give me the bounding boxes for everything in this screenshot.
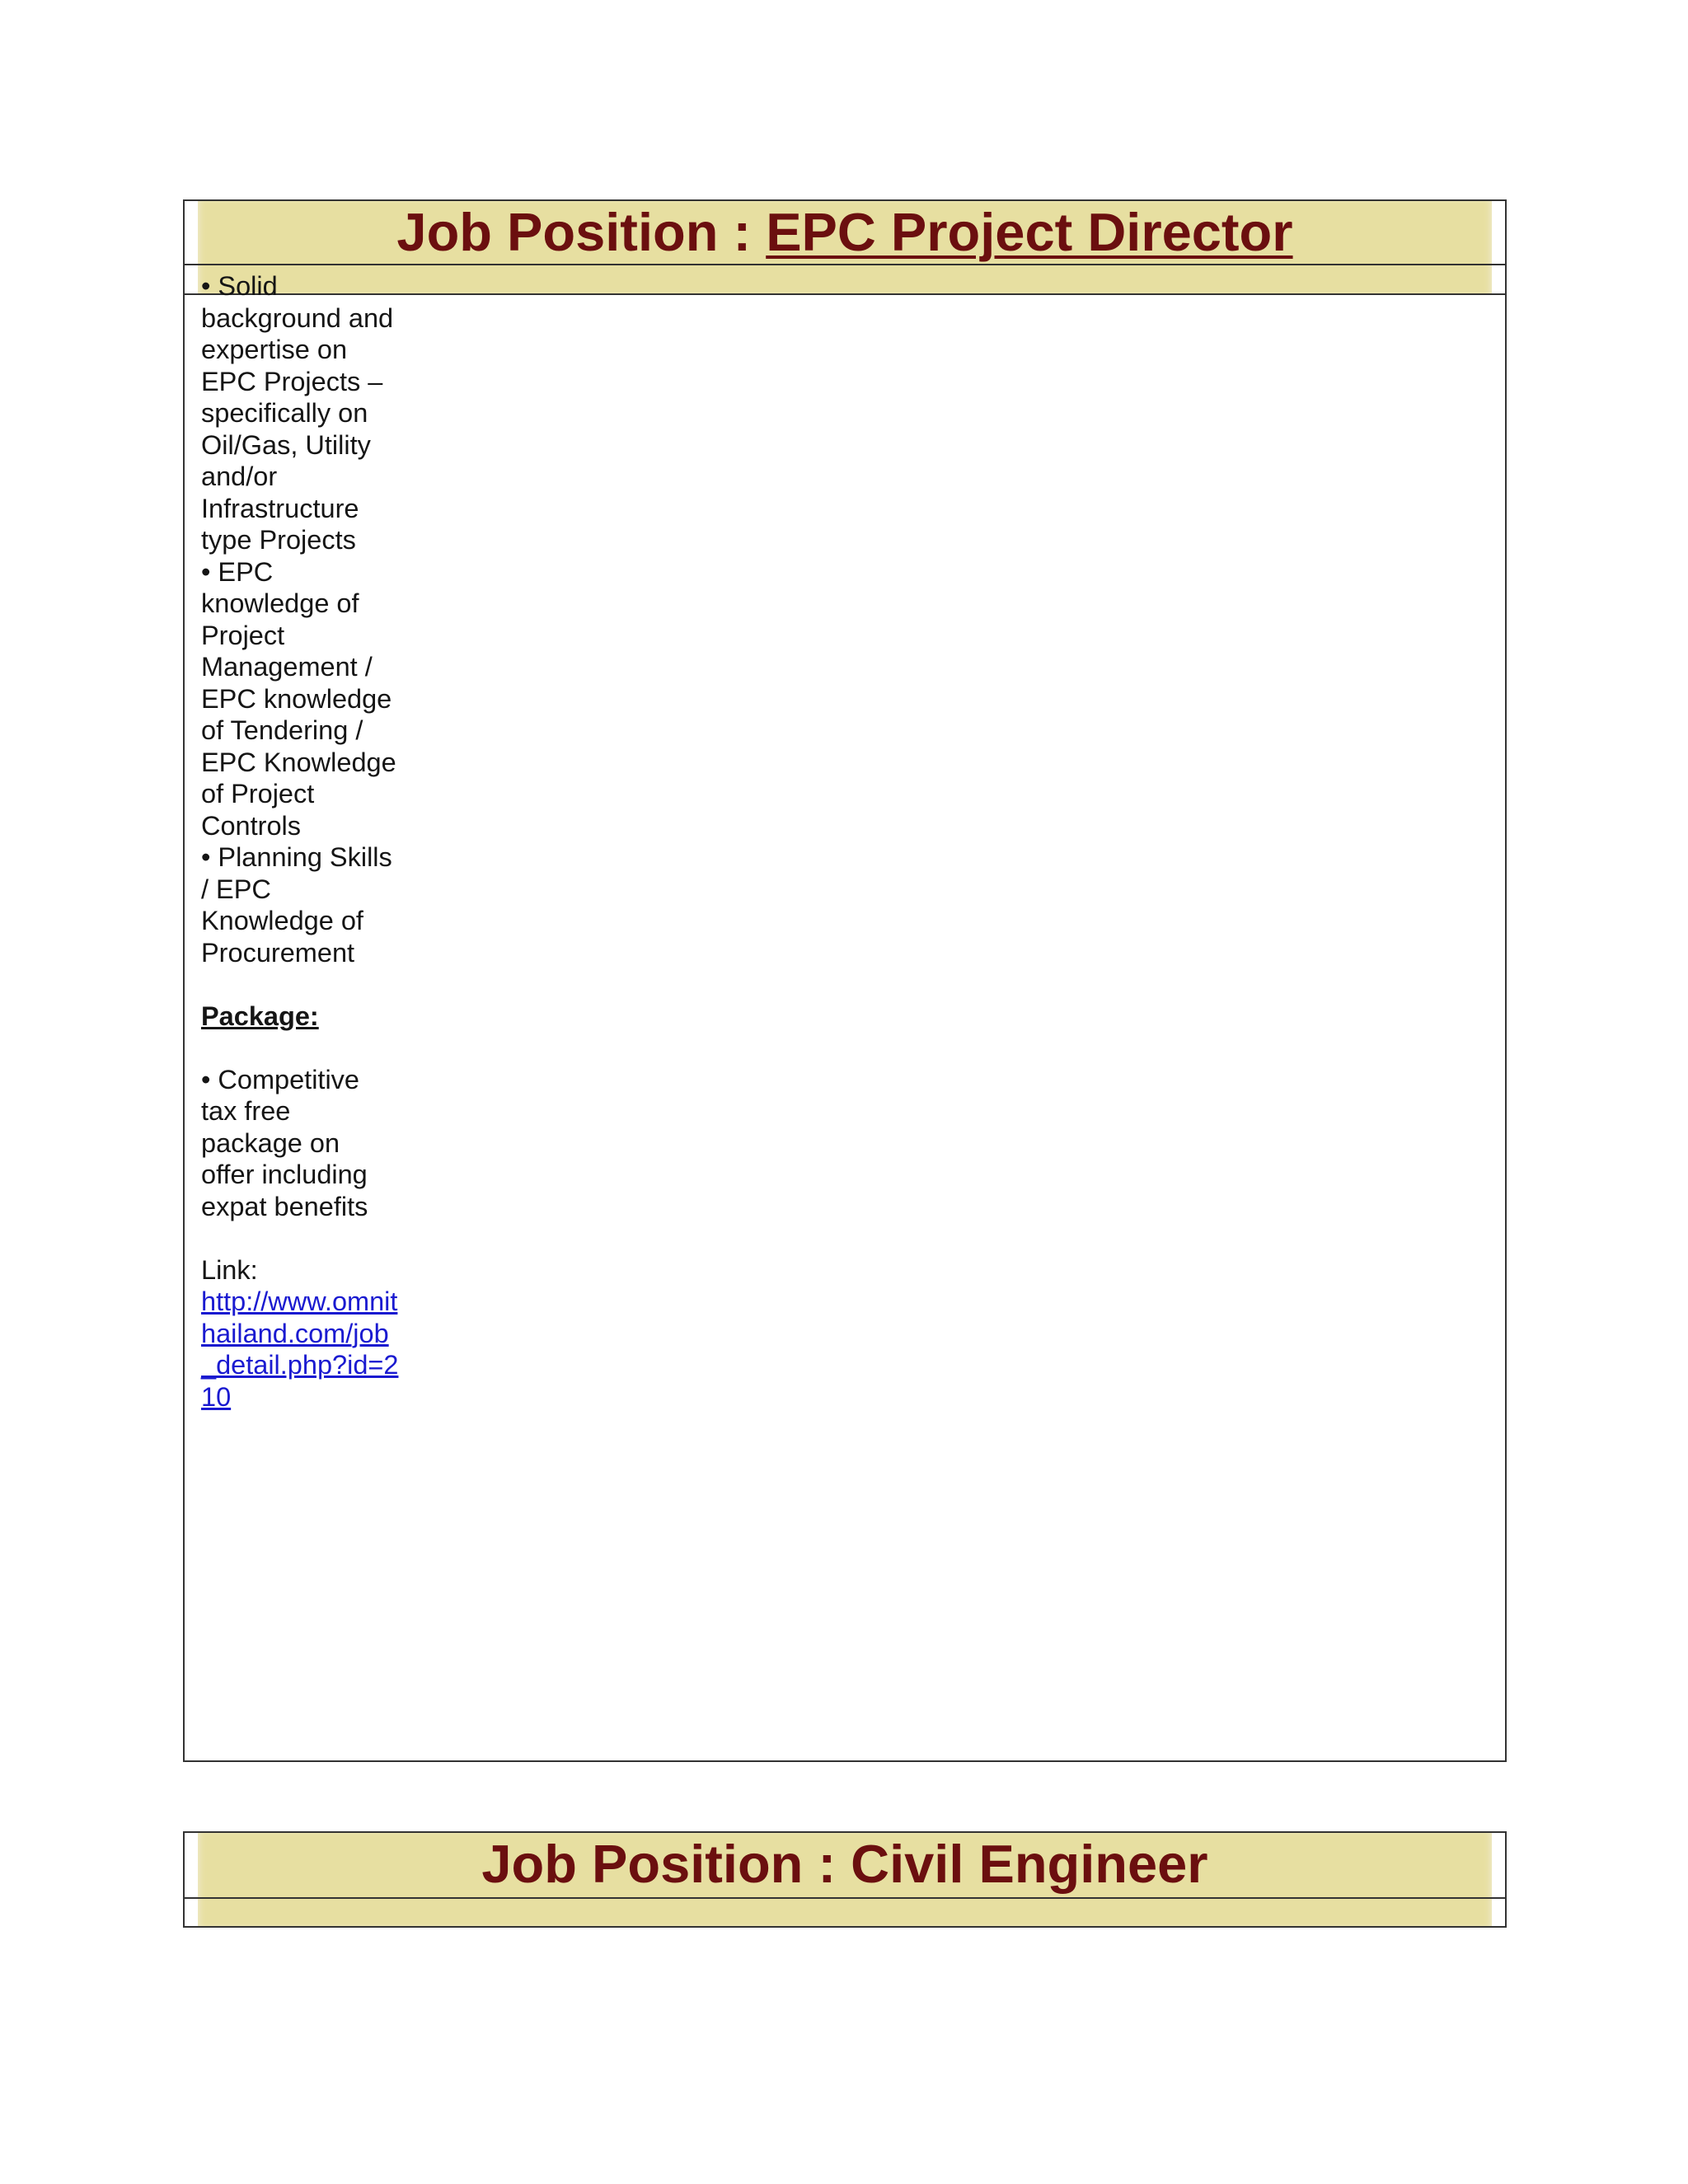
job-card-civil-engineer <box>183 1831 1507 1928</box>
requirement-item: • EPC knowledge of Project Management / EPC knowledge of Tendering / EPC Knowledge of Project Controls <box>201 556 396 841</box>
job-title <box>185 201 1505 264</box>
requirement-item: • Solid background and expertise on EPC Projects – specifically on Oil/Gas, Utility and/or Infrastructure type Projects <box>201 271 394 555</box>
job-title: Job Position : Civil Engineer <box>481 1834 1208 1894</box>
divider <box>185 264 1505 265</box>
job-description <box>201 270 399 1413</box>
job-card-epc-project-director <box>183 199 1507 1762</box>
job-detail-link[interactable]: http://www.omnithailand.com/job_detail.php?id=210 <box>201 1286 399 1412</box>
job-title-link[interactable]: EPC Project Director <box>766 202 1293 262</box>
link-label: Link: <box>201 1254 258 1285</box>
divider <box>185 1897 1505 1899</box>
job-title-prefix: Job Position : <box>396 202 767 262</box>
package-item: • Competitive tax free package on offer including expat benefits <box>201 1064 368 1221</box>
requirement-item: • Planning Skills / EPC Knowledge of Procurement <box>201 842 392 968</box>
package-heading: Package: <box>201 1001 319 1031</box>
